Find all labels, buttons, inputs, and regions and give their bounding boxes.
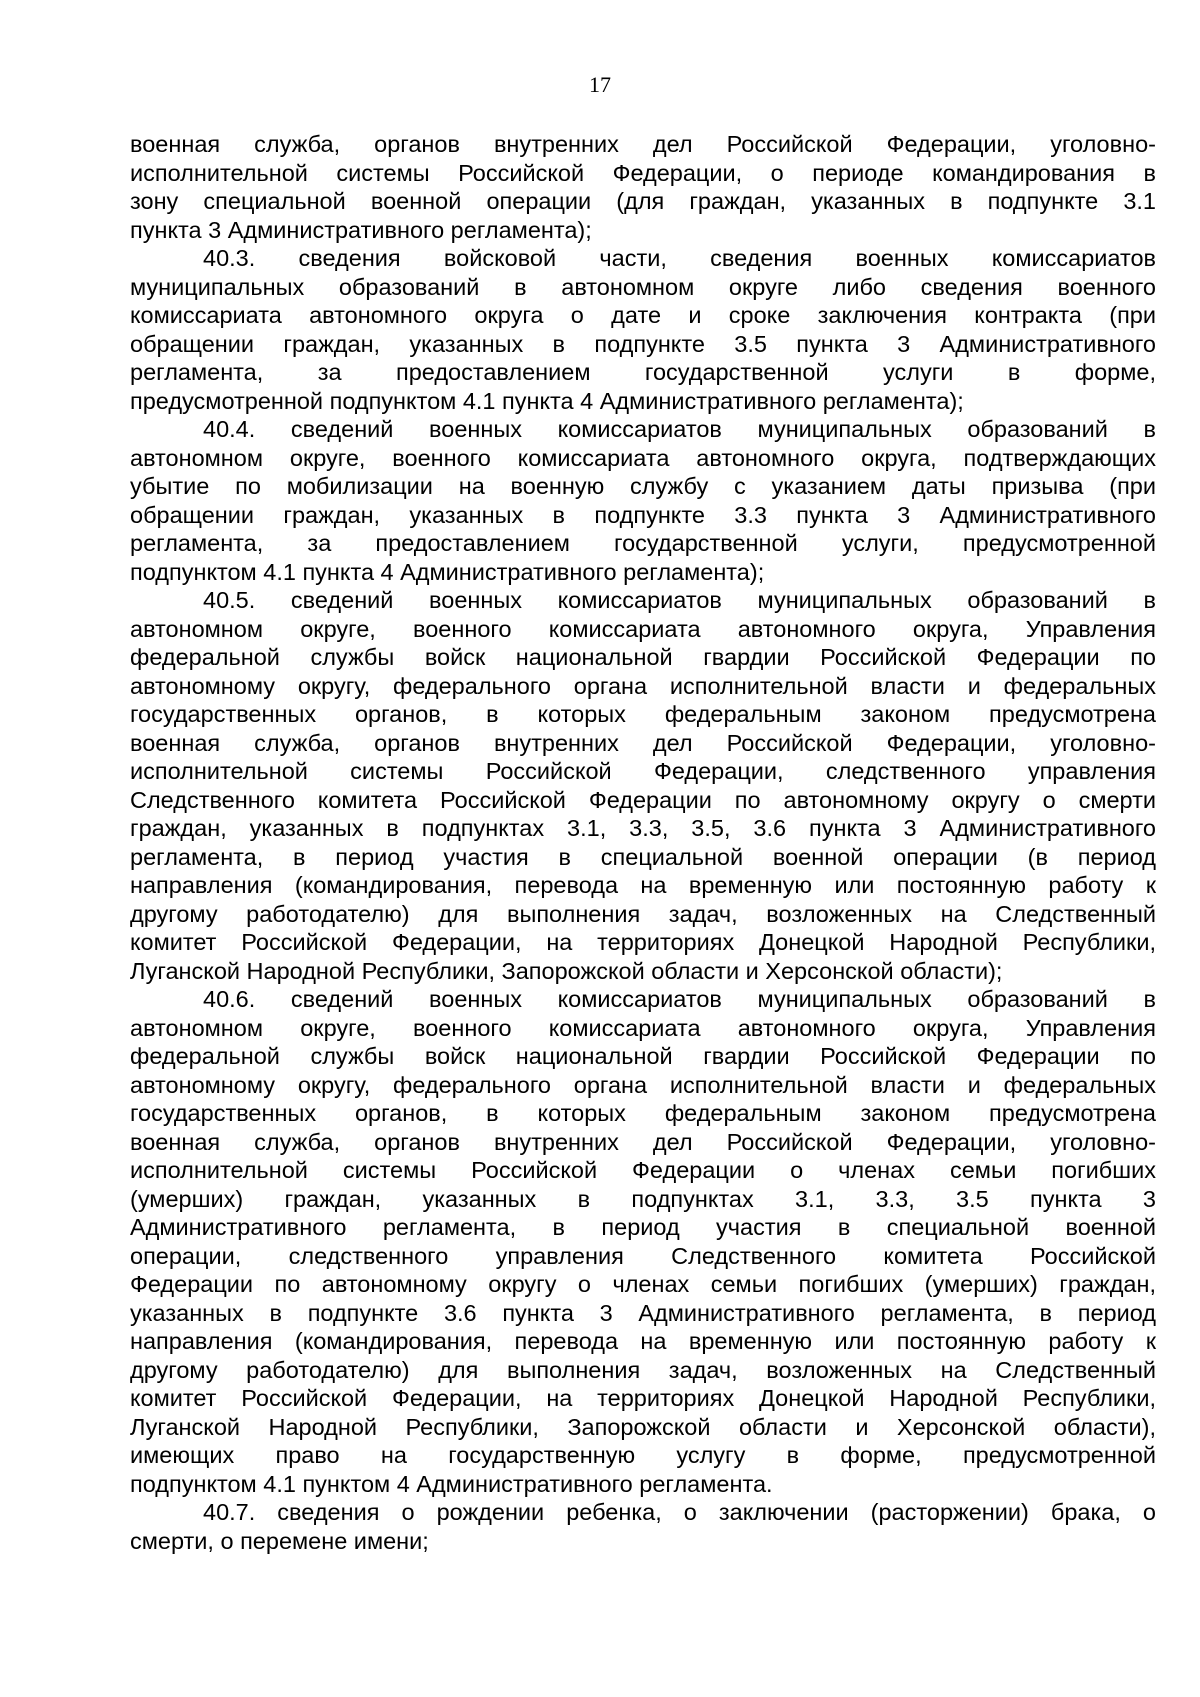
paragraph (130, 985, 1156, 1498)
text-line: 40.6. сведений военных комиссариатов муниципальных образований в (203, 986, 1156, 1012)
text-line: исполнительной системы Российской Федерации о членах семьи погибших (130, 1157, 1156, 1183)
text-line: 40.4. сведений военных комиссариатов муниципальных образований в (203, 416, 1156, 442)
text-line: регламента, за предоставлением государственной услуги в форме, (130, 359, 1156, 385)
text-line: направления (командирования, перевода на временную или постоянную работу к (130, 1328, 1156, 1354)
text-line: Луганской Народной Республики, Запорожской области и Херсонской области); (130, 957, 1003, 984)
text-line: государственных органов, в которых федеральным законом предусмотрена (130, 701, 1156, 727)
text-line: указанных в подпункте 3.6 пункта 3 Административного регламента, в период (130, 1299, 1156, 1326)
paragraph (130, 1498, 1156, 1555)
text-line: имеющих право на государственную услугу в форме, предусмотренной (130, 1442, 1156, 1468)
text-line: Федерации по автономному округу о членах семьи погибших (умерших) граждан, (130, 1271, 1156, 1297)
text-line: 40.3. сведения войсковой части, сведения военных комиссариатов (203, 245, 1156, 271)
text-line: государственных органов, в которых федеральным законом предусмотрена (130, 1100, 1156, 1126)
text-line: направления (командирования, перевода на временную или постоянную работу к (130, 872, 1156, 898)
text-line: операции, следственного управления Следственного комитета Российской (130, 1242, 1156, 1269)
paragraph (130, 130, 1156, 244)
text-line: другому работодателю) для выполнения задач, возложенных на Следственный (130, 1356, 1156, 1383)
text-line: Следственного комитета Российской Федерации по автономному округу о смерти (130, 786, 1156, 813)
text-line: регламента, за предоставлением государственной услуги, предусмотренной (130, 530, 1156, 556)
text-line: военная служба, органов внутренних дел Российской Федерации, уголовно- (130, 729, 1156, 756)
text-line: граждан, указанных в подпунктах 3.1, 3.3, 3.5, 3.6 пункта 3 Административного (130, 815, 1156, 841)
text-line: пункта 3 Административного регламента); (130, 216, 592, 243)
text-line: военная служба, органов внутренних дел Российской Федерации, уголовно- (130, 131, 1156, 157)
text-line: комитет Российской Федерации, на территориях Донецкой Народной Республики, (130, 929, 1156, 955)
text-line: Административного регламента, в период участия в специальной военной (130, 1214, 1156, 1240)
text-line: зону специальной военной операции (для граждан, указанных в подпункте 3.1 (130, 188, 1156, 214)
text-line: убытие по мобилизации на военную службу с указанием даты призыва (при (130, 473, 1156, 499)
text-line: Луганской Народной Республики, Запорожской области и Херсонской области), (130, 1413, 1156, 1440)
text-line: регламента, в период участия в специальной военной операции (в период (130, 843, 1156, 870)
text-line: обращении граждан, указанных в подпункте 3.5 пункта 3 Административного (130, 330, 1156, 357)
text-line: федеральной службы войск национальной гвардии Российской Федерации по (130, 1043, 1156, 1069)
paragraph (130, 244, 1156, 415)
text-line: (умерших) граждан, указанных в подпунктах 3.1, 3.3, 3.5 пункта 3 (130, 1185, 1156, 1212)
text-line: автономному округу, федерального органа исполнительной власти и федеральных (130, 1071, 1156, 1098)
text-line: комитет Российской Федерации, на территориях Донецкой Народной Республики, (130, 1385, 1156, 1411)
paragraph (130, 415, 1156, 586)
text-line: подпунктом 4.1 пунктом 4 Административного регламента. (130, 1470, 773, 1497)
text-line: автономном округе, военного комиссариата автономного округа, Управления (130, 615, 1156, 642)
text-line: военная служба, органов внутренних дел Российской Федерации, уголовно- (130, 1128, 1156, 1155)
text-line: автономному округу, федерального органа исполнительной власти и федеральных (130, 672, 1156, 699)
text-line: муниципальных образований в автономном округе либо сведения военного (130, 273, 1156, 300)
page-number: 17 (589, 72, 611, 97)
text-line: обращении граждан, указанных в подпункте 3.3 пункта 3 Административного (130, 501, 1156, 528)
text-line: исполнительной системы Российской Федерации, следственного управления (130, 758, 1156, 784)
paragraph (130, 586, 1156, 985)
text-line: предусмотренной подпунктом 4.1 пункта 4 Административного регламента); (130, 387, 964, 414)
text-line: 40.5. сведений военных комиссариатов муниципальных образований в (203, 587, 1156, 613)
text-line: 40.7. сведения о рождении ребенка, о заключении (расторжении) брака, о (203, 1499, 1156, 1525)
text-line: автономном округе, военного комиссариата автономного округа, Управления (130, 1014, 1156, 1041)
text-line: подпунктом 4.1 пункта 4 Административного регламента); (130, 558, 765, 585)
text-line: исполнительной системы Российской Федерации, о периоде командирования в (130, 159, 1156, 186)
text-line: другому работодателю) для выполнения задач, возложенных на Следственный (130, 900, 1156, 927)
text-line: федеральной службы войск национальной гвардии Российской Федерации по (130, 644, 1156, 670)
text-line: автономном округе, военного комиссариата автономного округа, подтверждающих (130, 444, 1156, 471)
text-line: комиссариата автономного округа о дате и сроке заключения контракта (при (130, 302, 1156, 328)
text-line: смерти, о перемене имени; (130, 1527, 429, 1554)
document-body (130, 130, 1156, 1555)
